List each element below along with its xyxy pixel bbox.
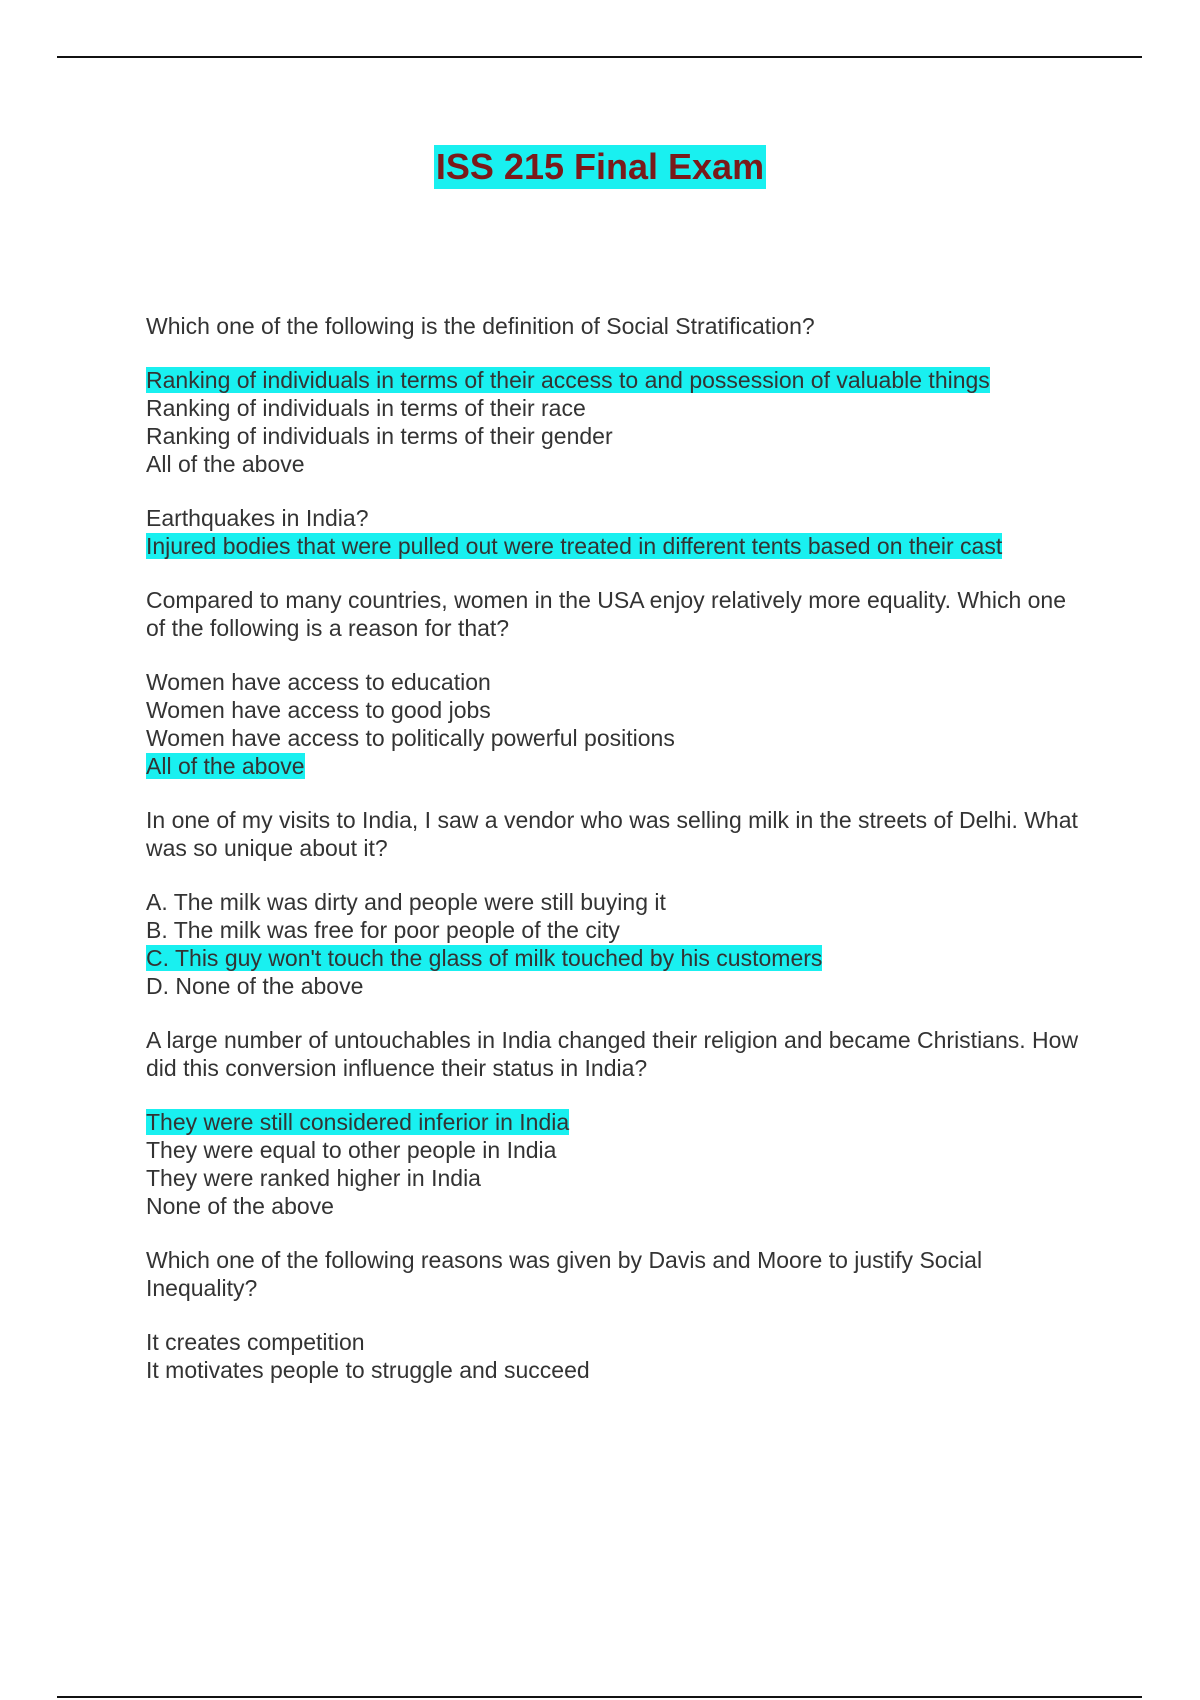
- answer-option: D. None of the above: [146, 973, 364, 999]
- question-text: Compared to many countries, women in the USA enjoy relatively more equality. Which one of the following is a reason for that?: [146, 587, 1067, 641]
- answer-option-highlighted: They were still considered inferior in India: [146, 1109, 570, 1135]
- bottom-rule: [57, 1696, 1142, 1698]
- title-block: [0, 145, 1200, 189]
- question-text: Which one of the following reasons was given by Davis and Moore to justify Social Inequality?: [146, 1247, 983, 1301]
- question-block: [146, 1026, 1086, 1220]
- answer-option-highlighted: C. This guy won't touch the glass of milk touched by his customers: [146, 945, 823, 971]
- question-text: In one of my visits to India, I saw a vendor who was selling milk in the streets of Delhi. What was so unique about it?: [146, 807, 1078, 861]
- answer-option: Women have access to politically powerful positions: [146, 725, 675, 751]
- question-text: Earthquakes in India?: [146, 505, 369, 531]
- question-block: [146, 312, 1086, 478]
- answer-option: None of the above: [146, 1193, 334, 1219]
- answer-option: They were equal to other people in India: [146, 1137, 557, 1163]
- answer-option: Women have access to good jobs: [146, 697, 491, 723]
- answer-option: B. The milk was free for poor people of the city: [146, 917, 620, 943]
- answer-option: It creates competition: [146, 1329, 365, 1355]
- answer-option-highlighted: Injured bodies that were pulled out were treated in different tents based on their cast: [146, 533, 1003, 559]
- question-block: [146, 1246, 1086, 1384]
- answer-option: A. The milk was dirty and people were still buying it: [146, 889, 666, 915]
- question-text: A large number of untouchables in India changed their religion and became Christians. How did this conversion influence their status in India?: [146, 1027, 1079, 1081]
- answer-option: They were ranked higher in India: [146, 1165, 481, 1191]
- question-block: [146, 586, 1086, 780]
- exam-content: [146, 312, 1086, 1384]
- question-text: Which one of the following is the definition of Social Stratification?: [146, 313, 815, 339]
- page-title: ISS 215 Final Exam: [435, 146, 765, 187]
- answer-option-highlighted: Ranking of individuals in terms of their access to and possession of valuable things: [146, 367, 990, 393]
- question-block: [146, 504, 1086, 560]
- answer-option-highlighted: All of the above: [146, 753, 305, 779]
- answer-option: All of the above: [146, 451, 305, 477]
- answer-option: Ranking of individuals in terms of their race: [146, 395, 586, 421]
- answer-option: Women have access to education: [146, 669, 491, 695]
- question-block: [146, 806, 1086, 1000]
- top-rule: [57, 56, 1142, 58]
- answer-option: Ranking of individuals in terms of their gender: [146, 423, 613, 449]
- answer-option: It motivates people to struggle and succeed: [146, 1357, 590, 1383]
